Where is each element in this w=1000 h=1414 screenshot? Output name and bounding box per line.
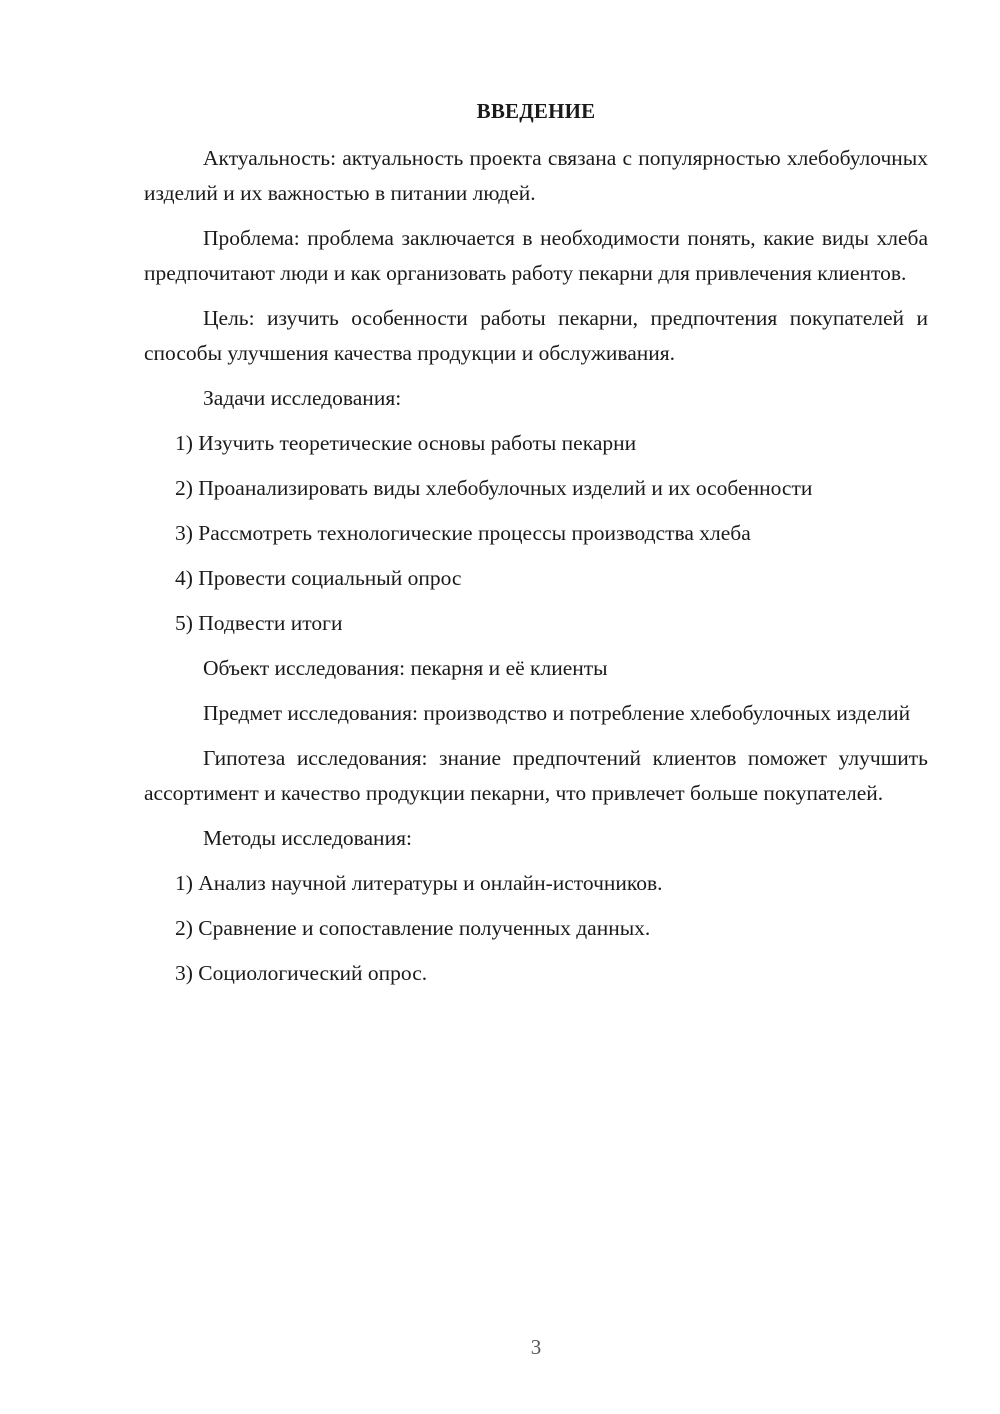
page-number: 3: [530, 1335, 542, 1359]
problem-paragraph: Проблема: проблема заключается в необходимости понять, какие виды хлеба предпочитают люди и как организовать работу пекарни для привлечения клиентов.: [144, 226, 928, 285]
list-item: 2) Проанализировать виды хлебобулочных изделий и их особенности: [175, 476, 813, 500]
document-body: [144, 141, 928, 1001]
document-page: [144, 0, 928, 1414]
tasks-heading: Задачи исследования:: [203, 386, 402, 410]
page-title: ВВЕДЕНИЕ: [476, 99, 596, 123]
list-item: 1) Анализ научной литературы и онлайн-источников.: [175, 871, 663, 895]
list-item: 5) Подвести итоги: [175, 611, 343, 635]
goal-paragraph: Цель: изучить особенности работы пекарни, предпочтения покупателей и способы улучшения качества продукции и обслуживания.: [144, 306, 928, 365]
methods-list: [144, 866, 928, 991]
list-item: 1) Изучить теоретические основы работы пекарни: [175, 431, 637, 455]
list-item: 3) Рассмотреть технологические процессы производства хлеба: [175, 521, 751, 545]
relevance-paragraph: Актуальность: актуальность проекта связана с популярностью хлебобулочных изделий и их важностью в питании людей.: [144, 146, 928, 205]
list-item: 4) Провести социальный опрос: [175, 566, 462, 590]
subject-paragraph: Предмет исследования: производство и потребление хлебобулочных изделий: [203, 701, 911, 725]
object-paragraph: Объект исследования: пекарня и её клиенты: [203, 656, 608, 680]
list-item: 3) Социологический опрос.: [175, 961, 428, 985]
hypothesis-paragraph: Гипотеза исследования: знание предпочтений клиентов поможет улучшить ассортимент и качество продукции пекарни, что привлечет больше покупателей.: [144, 746, 928, 805]
tasks-list: [144, 426, 928, 641]
methods-heading: Методы исследования:: [203, 826, 412, 850]
list-item: 2) Сравнение и сопоставление полученных данных.: [175, 916, 651, 940]
